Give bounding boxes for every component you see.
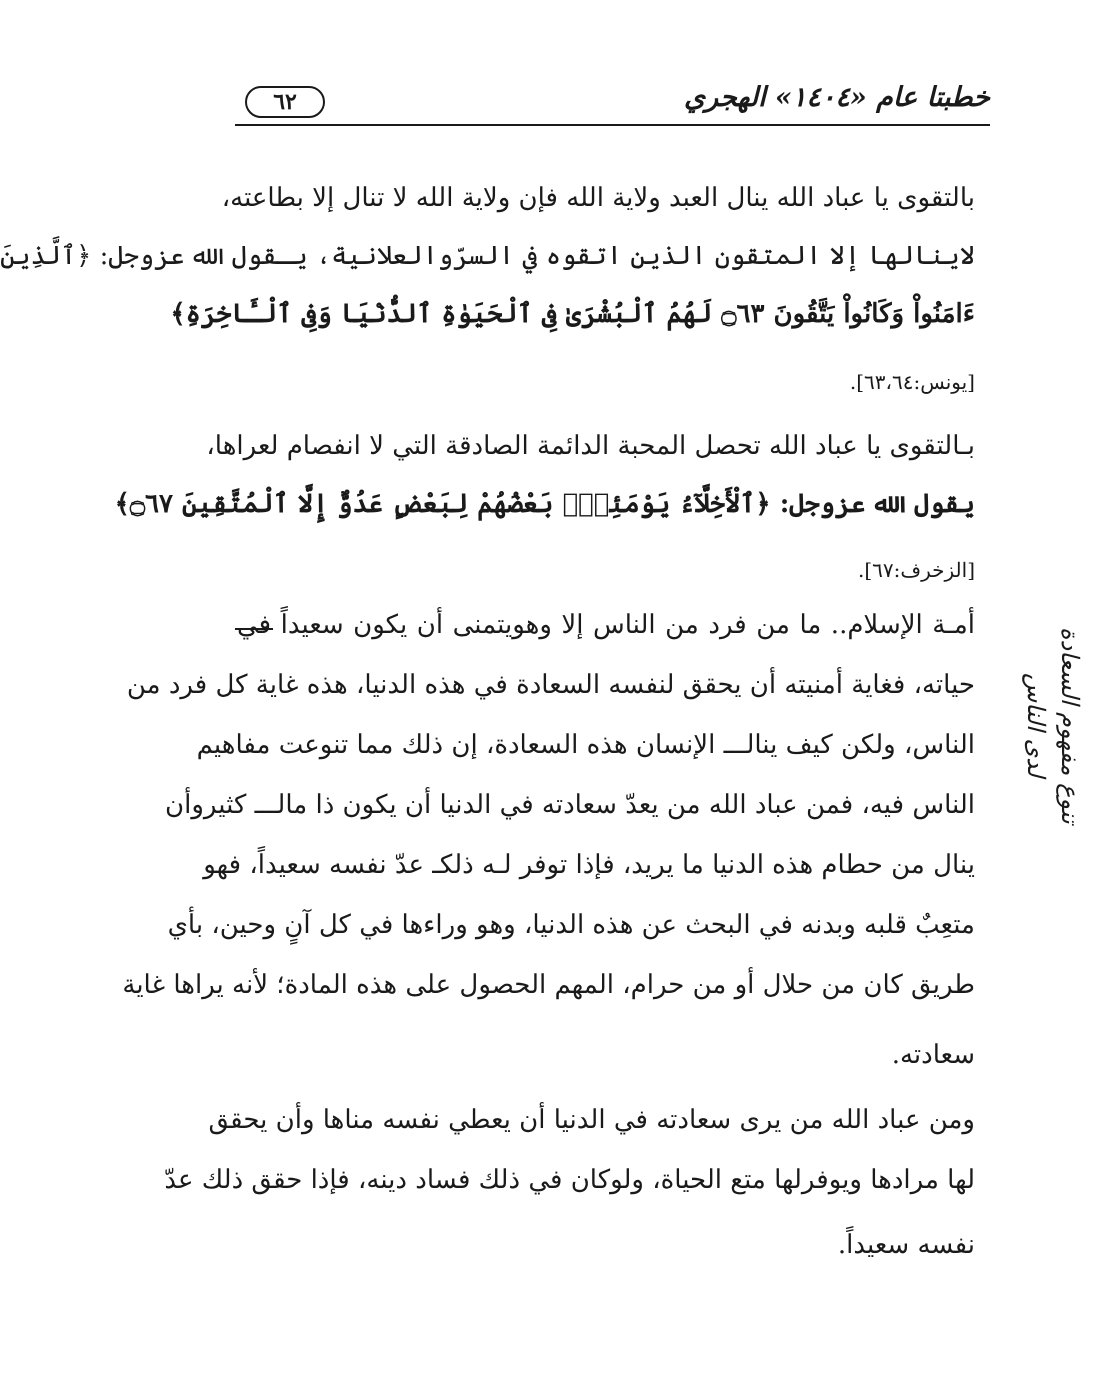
page-header	[235, 78, 990, 130]
header-divider	[235, 124, 990, 126]
margin-note	[1007, 610, 1087, 840]
margin-note-line-2: لدى الناس	[1022, 672, 1050, 778]
body-line: ومن عباد الله من يرى سعادته في الدنيا أن يعطي نفسه مناها وأن يحقق	[208, 1105, 975, 1135]
page-number: ٦٢	[245, 86, 325, 118]
margin-note-line-1: تنوع مفهوم السعادة	[1056, 626, 1084, 824]
body-line: نفسه سعيداً.	[837, 1230, 975, 1260]
verse-reference: [الزخرف:٦٧].	[857, 558, 975, 582]
quran-verse-line: ءَامَنُواْ وَكَانُواْ يَتَّقُونَ ۝٦٣ لَهُمُ ٱلْبُشْرَىٰ فِى ٱلْحَيَوٰةِ ٱلدُّنْيَا وَفِى ٱلْـَٔاخِرَةِ﴾	[170, 299, 975, 329]
quran-verse-line: يقول الله عزوجل: ﴿ٱلْأَخِلَّآءُ يَوْمَئِذٍۭ بَعْضُهُمْ لِبَعْضٍ عَدُوٌّ إِلَّا ٱلْمُتَّقِينَ ۝٦٧﴾	[114, 489, 975, 519]
body-line: سعادته.	[891, 1040, 975, 1070]
body-line: لها مرادها ويوفرلها متع الحياة، ولوكان في ذلك فساد دينه، فإذا حقق ذلك عدّ	[164, 1165, 975, 1195]
body-line: لاينالها إلا المتقون الذين اتقوه في السرّوالعلانية، يـقول الله عزوجل: ﴿ٱلَّذِينَ	[0, 241, 975, 271]
body-line: الناس، ولكن كيف ينالـــ الإنسان هذه السعادة، إن ذلك مما تنوعت مفاهيم	[196, 730, 975, 760]
body-line: متعِبٌ قلبه وبدنه في البحث عن هذه الدنيا، وهو وراءها في كل آنٍ وحين، بأي	[167, 910, 975, 940]
body-line: طريق كان من حلال أو من حرام، المهم الحصول على هذه المادة؛ لأنه يراها غاية	[122, 970, 975, 1000]
body-line: حياته، فغاية أمنيته أن يحقق لنفسه السعادة في هذه الدنيا، هذه غاية كل فرد من	[126, 670, 975, 700]
body-line: بالتقوى يا عباد الله ينال العبد ولاية الله فإن ولاية الله لا تنال إلا بطاعته،	[221, 183, 975, 213]
decorative-stroke	[235, 628, 273, 630]
verse-reference: [يونس:٦٣،٦٤].	[849, 370, 975, 394]
body-line: الناس فيه، فمن عباد الله من يعدّ سعادته في الدنيا أن يكون ذا مالـــ كثيروأن	[165, 790, 975, 820]
body-line: ينال من حطام هذه الدنيا ما يريد، فإذا توفر لـه ذلكـ عدّ نفسه سعيداً، فهو	[203, 850, 975, 880]
running-title: خطبتا عام «١٤٠٤» الهجري	[683, 82, 990, 113]
body-line: بـالتقوى يا عباد الله تحصل المحبة الدائمة الصادقة التي لا انفصام لعراها،	[206, 431, 975, 461]
body-line: أمـة الإسلام.. ما من فرد من الناس إلا وهويتمنى أن يكون سعيداً في	[237, 610, 975, 640]
